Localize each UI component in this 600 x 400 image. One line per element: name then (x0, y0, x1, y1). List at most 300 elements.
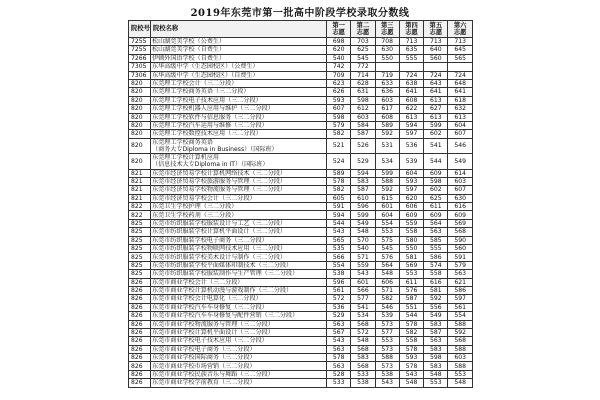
score-cell-choice-3: 606 (375, 278, 399, 286)
school-name-cell: 东莞理工学校数控技术应用（三二分段） (151, 130, 327, 138)
score-cell-choice-4: 544 (399, 312, 423, 320)
score-cell-choice-1: 563 (327, 345, 351, 353)
score-cell-choice-6: 604 (448, 121, 472, 129)
score-cell-choice-6: 607 (448, 130, 472, 138)
score-cell-choice-1: 626 (327, 88, 351, 96)
score-cell-choice-6: 597 (448, 295, 472, 303)
score-cell-choice-2: 533 (351, 370, 375, 378)
score-cell-choice-3: 573 (375, 345, 399, 353)
score-cell-choice-3: 588 (375, 177, 399, 185)
school-name-cell: 东莞卫生学校药剂（三二分段） (151, 211, 327, 219)
table-row (129, 320, 473, 328)
score-cell-choice-4: 638 (399, 79, 423, 87)
school-code-cell: 820 (129, 113, 151, 121)
score-cell-choice-4: 558 (399, 337, 423, 345)
score-cell-choice-1: 591 (327, 203, 351, 211)
score-cell-choice-2: 559 (351, 261, 375, 269)
school-code-cell: 820 (129, 121, 151, 129)
score-cell-choice-1: 594 (327, 211, 351, 219)
school-code-cell: 826 (129, 362, 151, 370)
header-choice-1: 第一 志愿 (327, 21, 351, 38)
score-cell-choice-4: 594 (399, 121, 423, 129)
score-cell-choice-3: 534 (375, 154, 399, 169)
score-cell-choice-4: 569 (399, 261, 423, 269)
score-cell-choice-3: 573 (375, 320, 399, 328)
school-name-cell: 东莞市商业学校电子商务（三二分段） (151, 345, 327, 353)
score-cell-choice-1: 565 (327, 236, 351, 244)
score-cell-choice-1: 589 (327, 169, 351, 177)
score-cell-choice-6: 621 (448, 278, 472, 286)
score-cell-choice-2: 568 (351, 320, 375, 328)
table-row (129, 138, 473, 153)
score-cell-choice-3: 617 (375, 105, 399, 113)
score-cell-choice-1: 528 (327, 370, 351, 378)
score-cell-choice-3: 577 (375, 328, 399, 336)
score-cell-choice-3: 630 (375, 46, 399, 54)
score-cell-choice-4: 536 (399, 138, 423, 153)
table-row (129, 79, 473, 87)
table-row (129, 362, 473, 370)
score-cell-choice-4: 551 (399, 303, 423, 311)
score-cell-choice-3: 592 (375, 186, 399, 194)
school-code-cell: 826 (129, 370, 151, 378)
score-cell-choice-4: 543 (399, 370, 423, 378)
score-cell-choice-3: 548 (375, 270, 399, 278)
score-cell-choice-2: 587 (351, 130, 375, 138)
score-cell-choice-6: 641 (448, 88, 472, 96)
score-cell-choice-2: 625 (351, 46, 375, 54)
school-name-cell (151, 154, 327, 169)
score-cell-choice-6: 549 (448, 154, 472, 169)
table-row (129, 105, 473, 113)
score-cell-choice-2: 549 (351, 219, 375, 227)
score-cell-choice-5: 549 (424, 312, 448, 320)
score-cell-choice-5: 585 (424, 236, 448, 244)
table-row (129, 270, 473, 278)
score-cell-choice-1: 596 (327, 278, 351, 286)
score-cell-choice-3: 550 (375, 54, 399, 62)
score-cell-choice-2: 583 (351, 177, 375, 185)
score-cell-choice-2: 631 (351, 88, 375, 96)
score-cell-choice-5: 563 (424, 228, 448, 236)
school-name-cell: 东莞理工学校电子技术应用（三二分段） (151, 96, 327, 104)
school-name-cell: 东莞市商业学校国际商务（三二分段） (151, 354, 327, 362)
score-cell-choice-3: 608 (375, 113, 399, 121)
score-cell-choice-6: 548 (448, 379, 472, 387)
score-cell-choice-4: 587 (399, 295, 423, 303)
school-code-cell: 825 (129, 270, 151, 278)
score-cell-choice-5: 598 (424, 177, 448, 185)
score-cell-choice-1: 578 (327, 354, 351, 362)
school-code-cell: 826 (129, 345, 151, 353)
score-cell-choice-1: 593 (327, 96, 351, 104)
table-row (129, 303, 473, 311)
school-name-cell: 东莞市商业学校市场营销（三二分段） (151, 362, 327, 370)
header-choice-4: 第四 志愿 (399, 21, 423, 38)
score-cell-choice-4: 613 (399, 113, 423, 121)
school-name-cell: 东莞市商业学校民族音乐与舞蹈（三二分段） (151, 370, 327, 378)
score-cell-choice-3: 582 (375, 295, 399, 303)
score-cell-choice-2: 538 (351, 379, 375, 387)
score-cell-choice-4: 553 (399, 270, 423, 278)
score-cell-choice-4: 580 (399, 236, 423, 244)
score-cell-choice-5 (424, 63, 448, 71)
score-cell-choice-6: 645 (448, 46, 472, 54)
score-cell-choice-1: 543 (327, 337, 351, 345)
school-code-cell: 820 (129, 96, 151, 104)
table-row (129, 286, 473, 294)
score-cell-choice-2: 545 (351, 54, 375, 62)
table-row (129, 261, 473, 269)
school-name-cell: 东莞理工学校机器人应用与维护（三二分段） (151, 105, 327, 113)
score-cell-choice-2: 628 (351, 79, 375, 87)
school-code-cell: 825 (129, 228, 151, 236)
table-row (129, 253, 473, 261)
school-code-cell: 822 (129, 203, 151, 211)
school-name-cell: 东华高级中学（生态园校区）（公费生） (151, 63, 327, 71)
school-name-cell: 东莞市商业学校汽车车身修复（三二分段） (151, 303, 327, 311)
school-name-cell: 东莞市纺织服装学校电子商务（三二分段） (151, 236, 327, 244)
score-cell-choice-5: 599 (424, 121, 448, 129)
score-cell-choice-6: 568 (448, 337, 472, 345)
school-code-cell: 820 (129, 138, 151, 153)
score-cell-choice-3: 546 (375, 303, 399, 311)
table-row (129, 211, 473, 219)
table-row (129, 236, 473, 244)
score-cell-choice-4: 578 (399, 345, 423, 353)
score-cell-choice-6: 588 (448, 345, 472, 353)
score-cell-choice-4: 555 (399, 54, 423, 62)
school-name-cell: 东莞市经济贸易学校计算机网络技术（三二分段） (151, 169, 327, 177)
score-cell-choice-1: 535 (327, 245, 351, 253)
score-cell-choice-4: 597 (399, 186, 423, 194)
score-cell-choice-5: 643 (424, 79, 448, 87)
score-cell-choice-3: 564 (375, 261, 399, 269)
score-cell-choice-2: 566 (351, 286, 375, 294)
score-cell-choice-6: 588 (448, 320, 472, 328)
score-cell-choice-4 (399, 63, 423, 71)
score-cell-choice-3: 592 (375, 130, 399, 138)
table-row (129, 169, 473, 177)
document-page (128, 0, 472, 400)
score-cell-choice-1: 563 (327, 320, 351, 328)
table-row (129, 96, 473, 104)
table-row (129, 113, 473, 121)
score-cell-choice-3: 539 (375, 312, 399, 320)
school-code-cell: 826 (129, 312, 151, 320)
table-row (129, 121, 473, 129)
score-cell-choice-2: 571 (351, 253, 375, 261)
score-cell-choice-3: 543 (375, 379, 399, 387)
score-cell-choice-4: 578 (399, 362, 423, 370)
score-cell-choice-5: 553 (424, 379, 448, 387)
score-cell-choice-2: 526 (351, 138, 375, 153)
score-cell-choice-6: 607 (448, 186, 472, 194)
score-cell-choice-5: 598 (424, 354, 448, 362)
score-cell-choice-6: 618 (448, 96, 472, 104)
score-cell-choice-2: 543 (351, 270, 375, 278)
score-cell-choice-2: 587 (351, 186, 375, 194)
score-cell-choice-3: 615 (375, 194, 399, 202)
table-row (129, 38, 473, 46)
school-code-cell: 826 (129, 337, 151, 345)
score-cell-choice-6 (448, 63, 472, 71)
school-code-cell: 7255 (129, 38, 151, 46)
score-cell-choice-5: 560 (424, 54, 448, 62)
school-code-cell: 825 (129, 219, 151, 227)
school-name-line: （商务大专Diploma in Business）（国际班） (152, 145, 278, 153)
score-cell-choice-1: 582 (327, 186, 351, 194)
score-cell-choice-3: 603 (375, 96, 399, 104)
score-cell-choice-4: 550 (399, 245, 423, 253)
score-cell-choice-5: 548 (424, 370, 448, 378)
score-cell-choice-1: 578 (327, 177, 351, 185)
table-row (129, 278, 473, 286)
score-cell-choice-1: 605 (327, 194, 351, 202)
score-cell-choice-5: 556 (424, 303, 448, 311)
score-cell-choice-1: 524 (327, 154, 351, 169)
score-cell-choice-2: 570 (351, 236, 375, 244)
score-cell-choice-6: 563 (448, 270, 472, 278)
score-cell-choice-4: 606 (399, 203, 423, 211)
school-name-line: 东莞理工学校商务英语 (152, 138, 213, 146)
score-cell-choice-1: 529 (327, 312, 351, 320)
score-cell-choice-1: 579 (327, 121, 351, 129)
school-code-cell: 821 (129, 169, 151, 177)
score-cell-choice-4: 548 (399, 379, 423, 387)
school-code-cell: 826 (129, 354, 151, 362)
score-cell-choice-2: 572 (351, 328, 375, 336)
score-cell-choice-1: 742 (327, 63, 351, 71)
score-cell-choice-5: 583 (424, 362, 448, 370)
table-row (129, 194, 473, 202)
table-row (129, 46, 473, 54)
score-cell-choice-6: 603 (448, 177, 472, 185)
school-code-cell: 825 (129, 236, 151, 244)
score-cell-choice-1: 567 (327, 328, 351, 336)
score-cell-choice-3: 719 (375, 71, 399, 79)
score-cell-choice-3: 554 (375, 219, 399, 227)
score-cell-choice-2: 596 (351, 203, 375, 211)
header-choice-6: 第六 志愿 (448, 21, 472, 38)
table-row (129, 177, 473, 185)
school-code-cell: 825 (129, 253, 151, 261)
score-cell-choice-4: 578 (399, 320, 423, 328)
score-cell-choice-5: 602 (424, 186, 448, 194)
score-cell-choice-3: 538 (375, 370, 399, 378)
score-table (128, 20, 473, 388)
table-row (129, 328, 473, 336)
score-cell-choice-5: 586 (424, 253, 448, 261)
score-cell-choice-5: 583 (424, 320, 448, 328)
score-cell-choice-6: 648 (448, 79, 472, 87)
school-code-cell: 820 (129, 130, 151, 138)
score-cell-choice-6: 591 (448, 253, 472, 261)
school-name-cell: 东莞市商业学校会计（三二分段） (151, 278, 327, 286)
score-cell-choice-3: 553 (375, 337, 399, 345)
score-cell-choice-4: 593 (399, 354, 423, 362)
score-cell-choice-1: 561 (327, 286, 351, 294)
score-cell-choice-3: 708 (375, 38, 399, 46)
score-cell-choice-1: 572 (327, 295, 351, 303)
header-choice-3: 第三 志愿 (375, 21, 399, 38)
score-cell-choice-5: 587 (424, 328, 448, 336)
score-cell-choice-3: 571 (375, 286, 399, 294)
table-row (129, 295, 473, 303)
school-name-cell: 东莞市商业学校计算机平面设计（三二分段） (151, 328, 327, 336)
score-cell-choice-5: 640 (424, 46, 448, 54)
score-cell-choice-1: 620 (327, 46, 351, 54)
score-cell-choice-1: 538 (327, 270, 351, 278)
score-cell-choice-5: 613 (424, 113, 448, 121)
score-cell-choice-6: 546 (448, 138, 472, 153)
score-cell-choice-2: 603 (351, 113, 375, 121)
score-cell-choice-5: 558 (424, 270, 448, 278)
school-name-cell: 东莞市纺织服装学校物联网技术应用（三二分段） (151, 245, 327, 253)
score-cell-choice-4: 576 (399, 286, 423, 294)
score-cell-choice-1: 566 (327, 253, 351, 261)
score-cell-choice-6: 614 (448, 169, 472, 177)
score-cell-choice-6: 630 (448, 194, 472, 202)
table-row (129, 219, 473, 227)
school-name-cell: 东华高级中学（生态园校区）（自费生） (151, 71, 327, 79)
document-title: 2019年东莞市第一批高中阶段学校录取分数线 (190, 8, 410, 19)
score-cell-choice-1: 607 (327, 105, 351, 113)
school-name-cell: 东莞市纺织服装学校服装设计与工艺（三二分段） (151, 219, 327, 227)
score-cell-choice-2: 594 (351, 169, 375, 177)
score-cell-choice-2: 714 (351, 71, 375, 79)
school-name-cell: 东莞市商业学校物流服务与管理（三二分段） (151, 320, 327, 328)
score-cell-choice-4: 581 (399, 253, 423, 261)
score-cell-choice-1: 536 (327, 303, 351, 311)
score-cell-choice-5: 581 (424, 286, 448, 294)
score-cell-choice-6: 569 (448, 219, 472, 227)
score-cell-choice-2: 540 (351, 245, 375, 253)
school-code-cell: 821 (129, 177, 151, 185)
school-name-cell: 东莞市纺织服装学校服装制作与生产管理（三二分段） (151, 270, 327, 278)
score-cell-choice-5: 574 (424, 261, 448, 269)
score-cell-choice-5: 611 (424, 203, 448, 211)
school-code-cell: 826 (129, 295, 151, 303)
score-cell-choice-4: 559 (399, 219, 423, 227)
school-code-cell: 7306 (129, 71, 151, 79)
score-cell-choice-6: 565 (448, 54, 472, 62)
school-code-cell: 826 (129, 303, 151, 311)
school-name-cell: 东莞市纺织服装学校平面媒体印制技术（三二分段） (151, 261, 327, 269)
score-cell-choice-6: 713 (448, 38, 472, 46)
score-cell-choice-5: 564 (424, 219, 448, 227)
school-code-cell: 826 (129, 278, 151, 286)
school-code-cell: 820 (129, 105, 151, 113)
score-cell-choice-2: 703 (351, 38, 375, 46)
score-cell-choice-5: 609 (424, 211, 448, 219)
table-header-row (129, 21, 473, 38)
school-code-cell: 7255 (129, 46, 151, 54)
school-name-cell: 东莞市经济贸易学校物流服务与管理（三二分段） (151, 186, 327, 194)
score-cell-choice-3: 599 (375, 169, 399, 177)
school-name-cell: 伊顿外国语学校（自费生） (151, 54, 327, 62)
score-cell-choice-6: 603 (448, 354, 472, 362)
school-name-cell: 东莞市商业学校电子技术应用（三二分段） (151, 337, 327, 345)
score-cell-choice-1: 582 (327, 130, 351, 138)
table-row (129, 63, 473, 71)
table-body (129, 38, 473, 388)
score-cell-choice-5: 544 (424, 154, 448, 169)
score-cell-choice-4: 620 (399, 194, 423, 202)
school-code-cell: 7305 (129, 63, 151, 71)
score-cell-choice-4: 608 (399, 96, 423, 104)
school-name-cell: 东莞理工学校会计（三二分段） (151, 79, 327, 87)
table-row (129, 312, 473, 320)
table-row (129, 379, 473, 387)
school-name-cell (151, 138, 327, 153)
score-cell-choice-2: 529 (351, 154, 375, 169)
score-cell-choice-5: 555 (424, 245, 448, 253)
table-row (129, 203, 473, 211)
table-row (129, 54, 473, 62)
header-name: 院校名称 (151, 21, 327, 38)
school-code-cell: 7266 (129, 54, 151, 62)
school-code-cell: 820 (129, 79, 151, 87)
school-name-cell: 东莞市纺织服装学校计算机平面设计（三二分段） (151, 228, 327, 236)
table-row (129, 71, 473, 79)
score-cell-choice-4: 604 (399, 169, 423, 177)
score-cell-choice-3: 588 (375, 354, 399, 362)
table-row (129, 186, 473, 194)
score-cell-choice-3: 531 (375, 138, 399, 153)
school-code-cell: 825 (129, 245, 151, 253)
school-code-cell: 826 (129, 328, 151, 336)
score-cell-choice-1: 540 (327, 54, 351, 62)
score-cell-choice-2: 568 (351, 362, 375, 370)
score-cell-choice-3: 545 (375, 245, 399, 253)
school-code-cell: 821 (129, 194, 151, 202)
school-name-cell: 东莞市纺织服装学校美术设计与制作（三二分段） (151, 253, 327, 261)
score-cell-choice-1: 698 (327, 38, 351, 46)
score-cell-choice-3: 601 (375, 203, 399, 211)
score-cell-choice-1: 543 (327, 228, 351, 236)
score-cell-choice-5: 541 (424, 138, 448, 153)
score-cell-choice-6: 724 (448, 71, 472, 79)
score-cell-choice-6: 616 (448, 203, 472, 211)
score-cell-choice-5: 724 (424, 71, 448, 79)
score-cell-choice-2: 534 (351, 312, 375, 320)
school-name-cell: 松山湖莞美学校（自费生） (151, 46, 327, 54)
score-cell-choice-6: 560 (448, 245, 472, 253)
school-code-cell: 820 (129, 154, 151, 169)
score-cell-choice-4: 593 (399, 177, 423, 185)
score-cell-choice-4: 558 (399, 228, 423, 236)
score-cell-choice-1: 554 (327, 261, 351, 269)
score-cell-choice-6: 568 (448, 228, 472, 236)
score-cell-choice-1: 533 (327, 379, 351, 387)
school-code-cell: 826 (129, 286, 151, 294)
score-cell-choice-2: 612 (351, 105, 375, 113)
school-name-cell: 东莞理工学校商务英语（三二分段） (151, 88, 327, 96)
table-row (129, 370, 473, 378)
table-row (129, 354, 473, 362)
score-cell-choice-2: 577 (351, 295, 375, 303)
score-cell-choice-4: 635 (399, 46, 423, 54)
score-cell-choice-1: 521 (327, 138, 351, 153)
score-cell-choice-3 (375, 63, 399, 71)
score-cell-choice-4: 724 (399, 71, 423, 79)
school-code-cell: 826 (129, 320, 151, 328)
score-cell-choice-4: 611 (399, 278, 423, 286)
score-cell-choice-4: 641 (399, 88, 423, 96)
score-cell-choice-6: 609 (448, 211, 472, 219)
school-code-cell: 826 (129, 379, 151, 387)
